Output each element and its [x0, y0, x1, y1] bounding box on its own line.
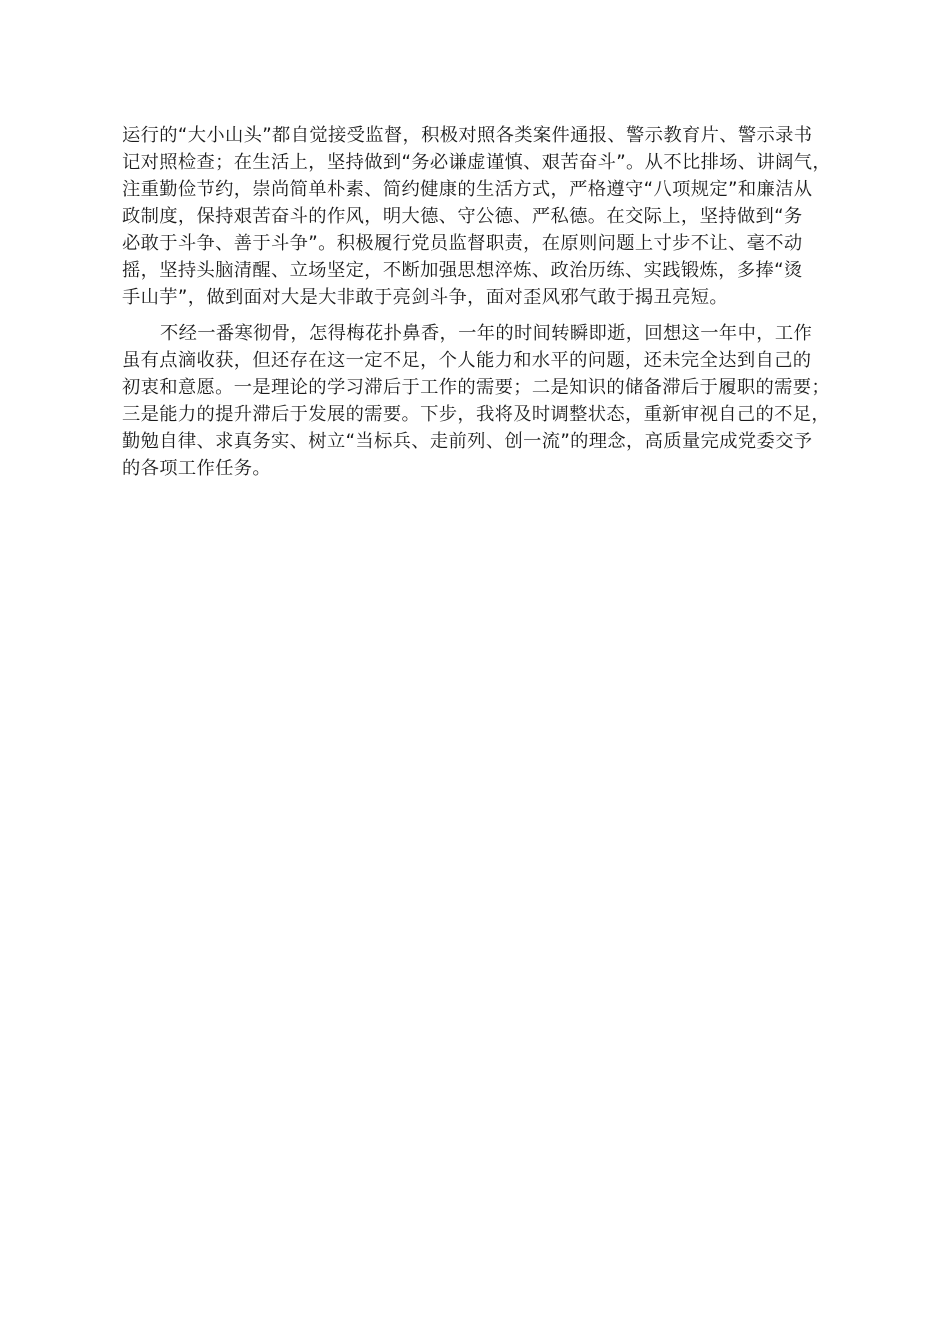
paragraph-2 [122, 320, 836, 482]
text-line: 三是能力的提升滞后于发展的需要。下步，我将及时调整状态，重新审视自己的不足， [122, 404, 830, 425]
text-line: 初衷和意愿。一是理论的学习滞后于工作的需要；二是知识的储备滞后于履职的需要； [122, 377, 830, 398]
paragraph-1 [122, 122, 836, 311]
text-line: 记对照检查；在生活上，坚持做到“务必谦虚谨慎、艰苦奋斗”。从不比排场、讲阔气， [122, 152, 831, 173]
text-line: 手山芋”，做到面对大是大非敢于亮剑斗争，面对歪风邪气敢于揭丑亮短。 [122, 287, 729, 308]
text-line: 勤勉自律、求真务实、树立“当标兵、走前列、创一流”的理念，高质量完成党委交予 [122, 431, 813, 452]
text-line: 的各项工作任务。 [122, 458, 272, 479]
text-line: 注重勤俭节约，崇尚简单朴素、简约健康的生活方式，严格遵守“八项规定”和廉洁从 [122, 179, 813, 200]
text-line: 政制度，保持艰苦奋斗的作风，明大德、守公德、严私德。在交际上，坚持做到“务 [122, 206, 803, 227]
text-line: 摇，坚持头脑清醒、立场坚定，不断加强思想淬炼、政治历练、实践锻炼，多捧“烫 [122, 260, 803, 281]
document-body [122, 122, 836, 482]
text-line: 虽有点滴收获，但还存在这一定不足，个人能力和水平的问题，还未完全达到自己的 [122, 350, 812, 371]
text-line: 运行的“大小山头”都自觉接受监督，积极对照各类案件通报、警示教育片、警示录书 [122, 125, 813, 146]
text-line-indented: 不经一番寒彻骨，怎得梅花扑鼻香，一年的时间转瞬即逝，回想这一年中，工作 [160, 323, 813, 344]
text-line: 必敢于斗争、善于斗争”。积极履行党员监督职责，在原则问题上寸步不让、毫不动 [122, 233, 803, 254]
